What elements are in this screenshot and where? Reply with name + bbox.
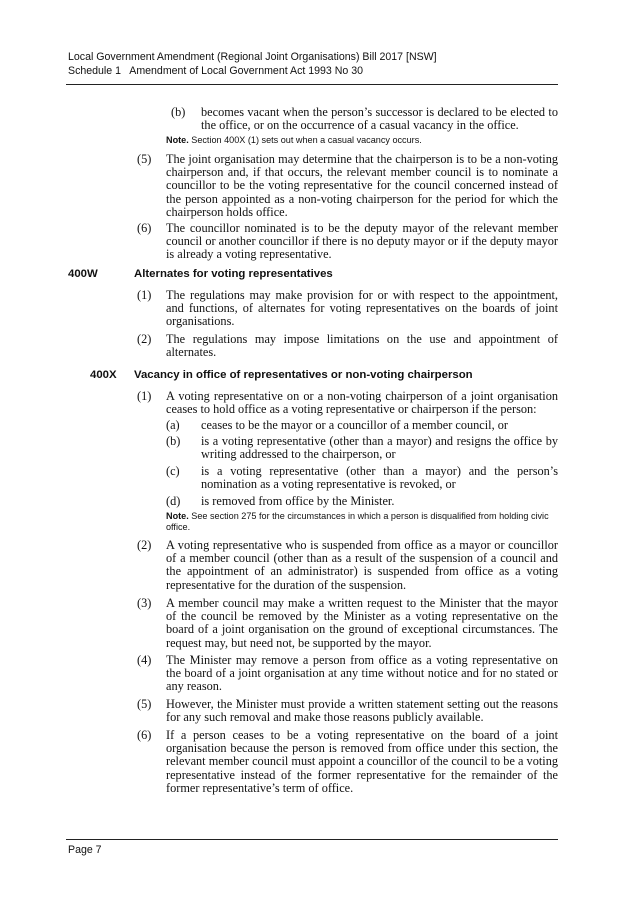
paragraph-number: (b) xyxy=(171,105,186,119)
paragraph-number: (d) xyxy=(166,494,181,508)
schedule-title: Schedule 1 Amendment of Local Government Act 1993 No 30 xyxy=(68,65,364,77)
subsection-number: (4) xyxy=(137,653,152,667)
section-heading: Alternates for voting representatives xyxy=(134,268,333,280)
subsection-text: A voting representative on or a non-voting chairperson of a joint organisation ceases to hold office as a voting representative or chairperson if the person: xyxy=(166,389,558,417)
subsection-number: (2) xyxy=(137,332,152,346)
note-text: See section 275 for the circumstances in which a person is disqualified from holding civic office. xyxy=(166,511,549,532)
page-number: Page 7 xyxy=(68,844,102,856)
paragraph-text: is a voting representative (other than a mayor) and the person’s nomination as a voting representative is revoked, or xyxy=(201,464,558,492)
paragraph-number: (c) xyxy=(166,464,180,478)
section-note xyxy=(166,135,558,146)
subsection-number: (1) xyxy=(137,288,152,302)
subsection-number: (6) xyxy=(137,728,152,742)
footer-rule xyxy=(66,839,558,840)
subsection-number: (5) xyxy=(137,152,152,166)
subsection-number: (3) xyxy=(137,596,152,610)
note-label: Note. xyxy=(166,135,189,145)
subsection-text: The joint organisation may determine that the chairperson is to be a non-voting chairperson and, if that occurs, the relevant member council is to nominate a councillor to be the voting representative for the council concerned instead of the person appointed as a non-voting chairperson for the period for which the chairperson holds office. xyxy=(166,152,558,219)
section-number: 400W xyxy=(68,268,98,280)
subsection-text: The councillor nominated is to be the deputy mayor of the relevant member council or another councillor if there is no deputy mayor or if the deputy mayor is already a voting representative. xyxy=(166,221,558,262)
note-text: Section 400X (1) sets out when a casual vacancy occurs. xyxy=(191,135,422,145)
paragraph-text: becomes vacant when the person’s successor is declared to be elected to the office, or on the occurrence of a casual vacancy in the office. xyxy=(201,105,558,133)
subsection-number: (6) xyxy=(137,221,152,235)
section-number: 400X xyxy=(90,369,117,381)
paragraph-number: (a) xyxy=(166,418,180,432)
subsection-text: A voting representative who is suspended from office as a mayor or councillor of a member council (other than as a result of the suspension of a council and the appointment of an administrator) is suspended from office as a voting representative for the duration of the suspension. xyxy=(166,538,558,592)
subsection-number: (1) xyxy=(137,389,152,403)
subsection-number: (5) xyxy=(137,697,152,711)
section-heading: Vacancy in office of representatives or non-voting chairperson xyxy=(134,369,473,381)
paragraph-text: ceases to be the mayor or a councillor of a member council, or xyxy=(201,418,508,432)
section-note xyxy=(166,511,558,533)
bill-title: Local Government Amendment (Regional Joint Organisations) Bill 2017 [NSW] xyxy=(68,51,437,63)
note-label: Note. xyxy=(166,511,189,521)
subsection-text: The regulations may impose limitations on the use and appointment of alternates. xyxy=(166,332,558,360)
paragraph-number: (b) xyxy=(166,434,181,448)
subsection-text: However, the Minister must provide a written statement setting out the reasons for any such removal and make those reasons publicly available. xyxy=(166,697,558,725)
subsection-text: The regulations may make provision for or with respect to the appointment, and functions, of alternates for voting representatives on the boards of joint organisations. xyxy=(166,288,558,329)
paragraph-text: is removed from office by the Minister. xyxy=(201,494,395,508)
header-rule xyxy=(66,84,558,85)
paragraph-text: is a voting representative (other than a mayor) and resigns the office by writing addressed to the chairperson, or xyxy=(201,434,558,462)
subsection-text: If a person ceases to be a voting representative on the board of a joint organisation because the person is removed from office under this section, the relevant member council must appoint a councillor of the council to be a voting representative instead of the former representative for the remainder of the former representative’s term of office. xyxy=(166,728,558,795)
subsection-text: A member council may make a written request to the Minister that the mayor of the council be removed by the Minister as a voting representative on the board of a joint organisation on the ground of exceptional circumstances. The request may, but need not, be supported by the mayor. xyxy=(166,596,558,650)
subsection-number: (2) xyxy=(137,538,152,552)
running-header xyxy=(68,50,568,78)
subsection-text: The Minister may remove a person from office as a voting representative on the board of a joint organisation at any time without notice and for no stated or any reason. xyxy=(166,653,558,694)
